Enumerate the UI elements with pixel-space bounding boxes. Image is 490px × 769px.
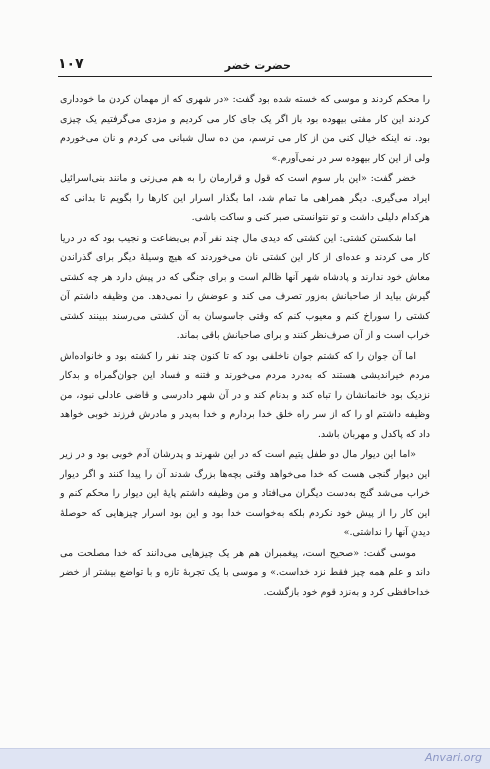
page-body bbox=[60, 90, 430, 603]
paragraph: را محکم کردند و موسی که خسته شده بود گفت: «در شهری که از مهمان کردن ما خودداری کردند این کار مفتی بیهوده بود باز اگر یک جای کار می کردیم و مزدی می‌گرفتیم یک چیزی بود. نه اینکه خیال کنی من از کار می ترسم، من ده سال شبانی می کردم و نان می‌خوردم ولی از این کار بیهوده سر در نمی‌آورم.» bbox=[60, 94, 430, 164]
page-header bbox=[58, 50, 432, 77]
paragraph: موسی گفت: «صحیح است، پیغمبران هم هر یک چیزهایی می‌دانند که خدا مصلحت می داند و علم همه چیز فقط نزد خداست.» و موسی با یک تجربهٔ تازه و با تواضع بیشتر از خضر خداحافظی کرد و به‌نزد قوم خود بازگشت. bbox=[60, 547, 430, 598]
footer-bar bbox=[0, 748, 490, 769]
paragraph: اما آن جوان را که کشتم جوان ناخلفی بود که تا کنون چند نفر را کشته بود و خانواده‌اش مردم خیراندیشی هستند که به‌درد مردم می‌خورند و فتنه و فساد این جوان‌گمراه و بدکار نزدیک بود خانمانشان را تباه کند و بدنام کند و در آن شهر دادرسی و قاضی عادلی نبود، من وظیفه داشتم او را که از سر راه خلق خدا بردارم و خدا به‌پدر و مادرش فرزند خوبی خواهد داد که پاکدل و مهربان باشد. bbox=[60, 350, 430, 440]
paragraph: خضر گفت: «این بار سوم است که قول و قرارمان را به هم می‌زنی و مانند بنی‌اسرائیل ایراد می‌گیری. دیگر همراهی ما تمام شد، اما بگذار اسرار این کارها را بگویم تا بدانی که هرکدام دلیلی داشت و تو نتوانستی صبر کنی و ساکت باشی. bbox=[60, 173, 430, 223]
page-number: ۱۰۷ bbox=[58, 56, 84, 72]
running-title: حضرت خضر bbox=[224, 59, 291, 72]
paragraph: «اما این دیوار مال دو طفل یتیم است که در این شهرند و پدرشان آدم خوبی بود و در زیر این دیوار گنجی هست که خدا می‌خواهد وقتی بچه‌ها بزرگ شدند آن را پیدا کنند و اگر دیوار خراب می‌شد گنج به‌دست دیگران می‌افتاد و من وظیفه داشتم پایهٔ این دیوار را محکم کنم و این کار را از پیش خود نکردم بلکه به‌خواست خدا بود و این بود اسرار چیزهایی که حوصلهٔ دیدنِ آنها را نداشتی.» bbox=[60, 449, 430, 538]
watermark: Anvari.org bbox=[424, 751, 482, 764]
paragraph: اما شکستن کشتی: این کشتی که دیدی مال چند نفر آدم بی‌بضاعت و نجیب بود که در دریا کار می کردند و عده‌ای از کار این کشتی نان می‌خوردند که هیچ وسیلهٔ دیگر برای گذراندن معاش خود ندارند و پادشاه شهر آنها ظالم است و برای جنگی که در پیش دارد هر چه کشتی گیرش بیاید از صاحبانش به‌زور تصرف می کند و عوضش را نمی‌دهد. من وظیفه داشتم آن کشتی را سوراخ کنم و معیوب کنم که وقتی جاسوسان به آن کشتی می‌رسند ببینند کشتی خراب است و از آن صرف‌نظر کنند و برای صاحبانش باقی بماند. bbox=[60, 232, 430, 341]
